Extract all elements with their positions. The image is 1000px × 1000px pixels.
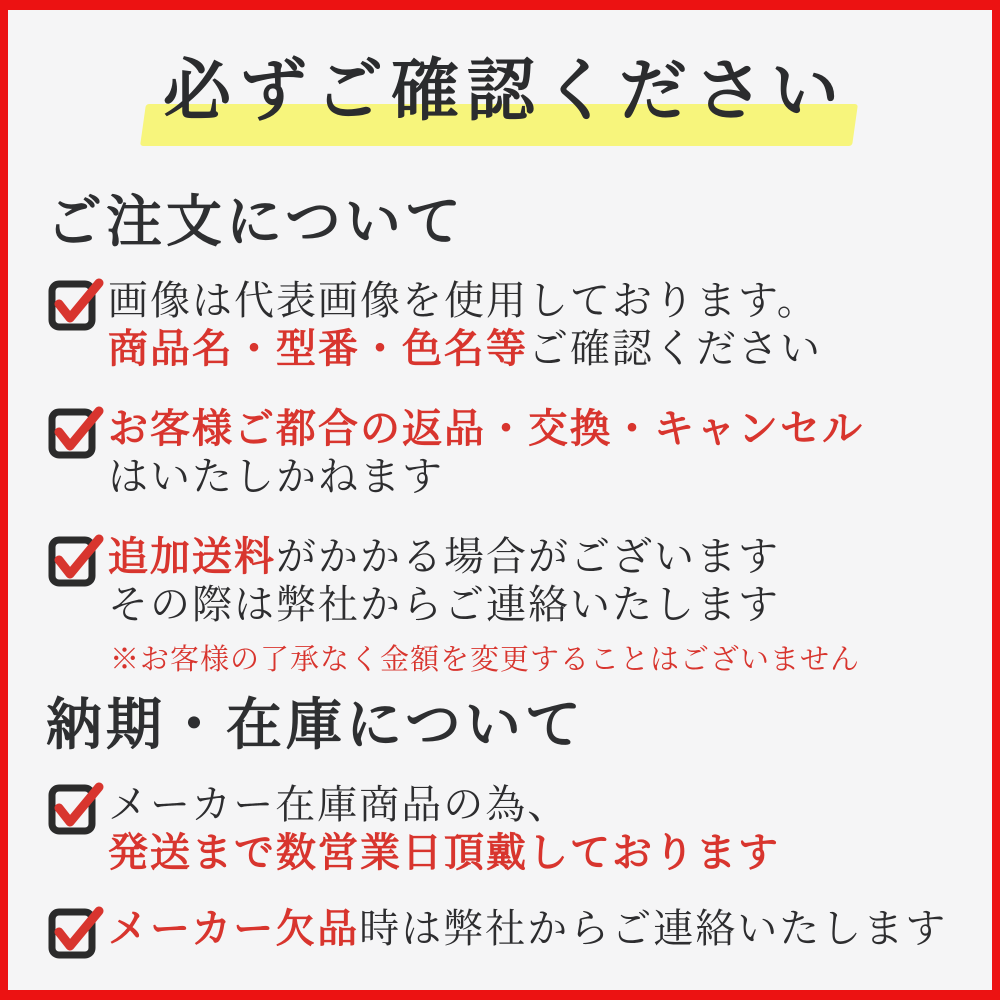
list-item-text <box>108 533 860 679</box>
page-title: 必ずご確認ください <box>162 53 847 129</box>
list-item-text <box>108 277 822 373</box>
text-segment-red: 商品名・型番・色名等 <box>108 325 528 371</box>
section-heading-orders: ご注文について <box>46 192 465 254</box>
list-item <box>46 905 964 960</box>
text-segment-red: メーカー欠品 <box>108 906 360 952</box>
list-item <box>46 405 964 501</box>
list-item-text <box>108 905 947 953</box>
title-banner <box>46 38 964 146</box>
text-line <box>108 781 780 829</box>
text-line <box>108 453 864 501</box>
text-segment-red: 発送まで数営業日頂戴しております <box>108 830 780 876</box>
checked-checkbox-icon <box>46 902 104 960</box>
text-line <box>108 277 822 325</box>
text-line <box>108 405 864 453</box>
fine-print-note: ※お客様の了承なく金額を変更することはございません <box>110 643 861 676</box>
text-segment-red: 追加送料 <box>108 533 276 579</box>
text-line <box>108 533 860 581</box>
list-item <box>46 277 964 373</box>
text-line <box>108 829 780 877</box>
notice-content <box>8 10 992 960</box>
checked-checkbox-icon <box>46 274 104 332</box>
list-item <box>46 533 964 679</box>
list-item-text <box>108 781 780 877</box>
text-segment: 時は弊社からご連絡いたします <box>359 906 948 952</box>
list-item <box>46 781 964 877</box>
text-line <box>108 581 860 629</box>
list-item-text <box>108 405 864 501</box>
text-segment: その際は弊社からご連絡いたします <box>108 581 780 627</box>
text-segment: がかかる場合がございます <box>276 533 780 579</box>
checked-checkbox-icon <box>46 530 104 588</box>
text-segment: メーカー在庫商品の為、 <box>108 782 570 828</box>
text-segment: 画像は代表画像を使用しております。 <box>108 277 819 323</box>
text-segment-red: お客様ご都合の返品・交換・キャンセル <box>108 405 864 451</box>
text-line <box>108 325 822 373</box>
section-heading-delivery-stock: 納期・在庫について <box>46 694 585 757</box>
text-line <box>108 905 947 953</box>
text-segment: はいたしかねます <box>108 453 444 499</box>
checked-checkbox-icon <box>46 402 104 460</box>
checked-checkbox-icon <box>46 778 104 836</box>
text-segment: ご確認ください <box>528 325 822 371</box>
